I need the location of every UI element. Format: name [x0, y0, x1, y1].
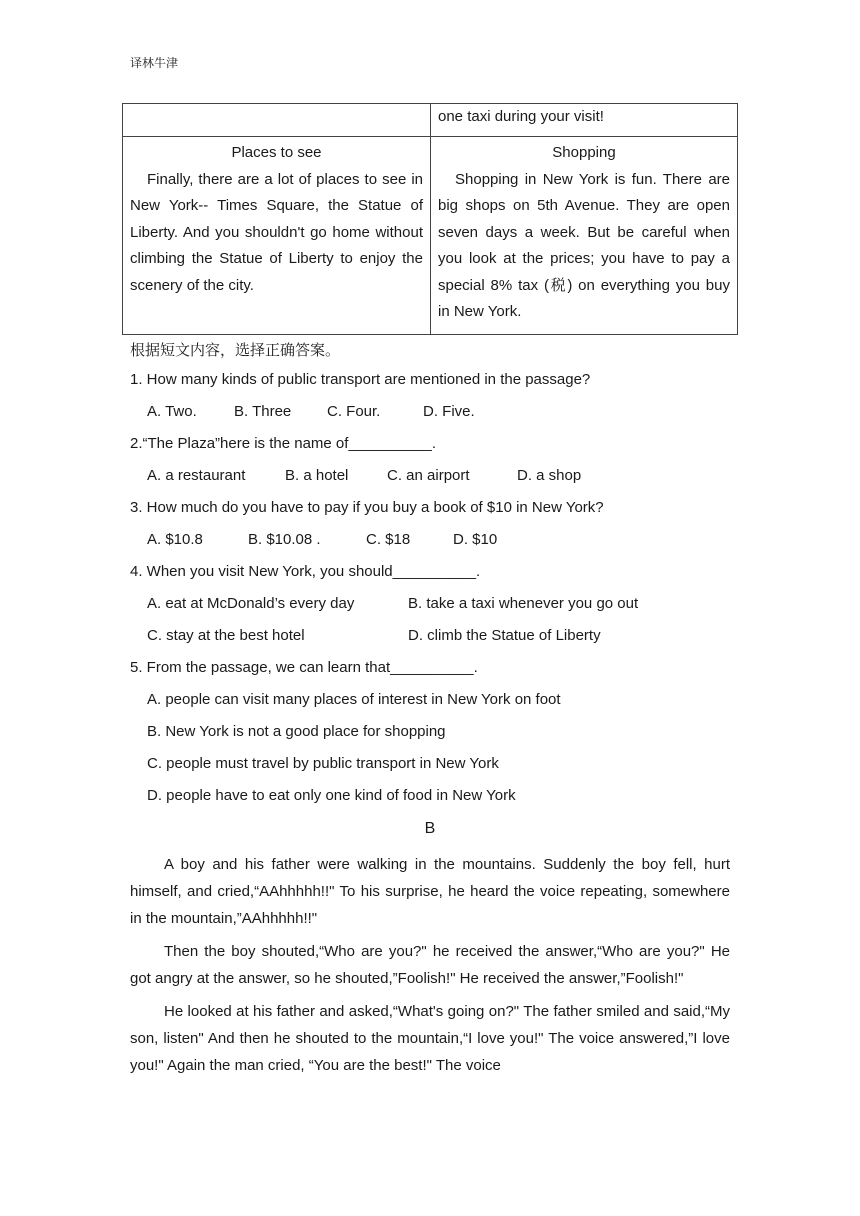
option: C. an airport: [387, 467, 470, 484]
story-text: [130, 851, 730, 1085]
option: D. Five.: [423, 403, 475, 420]
header-mark: 译林牛津: [130, 56, 179, 70]
info-table: [122, 103, 738, 335]
question-5: 5. From the passage, we can learn that__________.: [130, 659, 478, 676]
option: B. $10.08 .: [248, 531, 321, 548]
table-cell-shopping: [431, 137, 738, 335]
option: A. Two.: [147, 403, 197, 420]
option: D. people have to eat only one kind of food in New York: [147, 787, 516, 804]
story-paragraph: Then the boy shouted,“Who are you?" he received the answer,“Who are you?" He got angry at the answer, so he shouted,”Foolish!" He received the answer,”Foolish!": [130, 943, 730, 987]
question-list: [130, 364, 638, 812]
option: A. $10.8: [147, 531, 203, 548]
question-2: 2.“The Plaza”here is the name of__________.: [130, 435, 437, 452]
option: B. New York is not a good place for shopping: [147, 723, 446, 740]
table-cell-top-right: one taxi during your visit!: [431, 104, 738, 137]
question-5-option-a: [130, 684, 638, 716]
question-3: 3. How much do you have to pay if you buy a book of $10 in New York?: [130, 499, 604, 516]
question-4-options-row-2: [130, 620, 638, 652]
table-row: [123, 104, 738, 137]
places-body: Finally, there are a lot of places to see in New York-- Times Square, the Statue of Liberty. And you shouldn't go home without climbing the Statue of Liberty to enjoy the scenery of the city.: [130, 170, 423, 294]
question-5-option-b: [130, 716, 638, 748]
option: B. Three: [234, 403, 292, 420]
question-4-options-row-1: [130, 588, 638, 620]
shopping-title: Shopping: [552, 144, 616, 161]
option: C. $18: [366, 531, 411, 548]
option: A. eat at McDonald’s every day: [147, 595, 355, 612]
option: D. $10: [453, 531, 498, 548]
story-paragraph: He looked at his father and asked,“What's going on?" The father smiled and said,“My son, listen" And then he shouted to the mountain,“I love you!" The voice answered,”I love you!" Again the man cried, “You are the best!" The voice: [130, 1003, 730, 1074]
shopping-body: Shopping in New York is fun. There are big shops on 5th Avenue. They are open seven days a week. But be careful when you look at the prices; you have to pay a special 8% tax (税) on everything you buy in New York.: [438, 170, 730, 320]
story-paragraph: A boy and his father were walking in the mountains. Suddenly the boy fell, hurt himself, and cried,“AAhhhhh!!" To his surprise, he heard the voice repeating, somewhere in the mountain,”AAhhhhh!!": [130, 856, 730, 927]
question-3-options: [130, 524, 638, 556]
option: A. people can visit many places of interest in New York on foot: [147, 691, 561, 708]
question-1-options: [130, 396, 638, 428]
table-cell-empty: [123, 104, 431, 137]
option: B. take a taxi whenever you go out: [408, 595, 639, 612]
option: C. Four.: [327, 403, 381, 420]
question-4: 4. When you visit New York, you should__________.: [130, 563, 481, 580]
option: C. people must travel by public transport in New York: [147, 755, 499, 772]
question-2-options: [130, 460, 638, 492]
section-heading: B: [424, 820, 436, 837]
option: D. a shop: [517, 467, 582, 484]
instruction: 根据短文内容，选择正确答案。: [130, 341, 341, 359]
places-title: Places to see: [231, 144, 322, 161]
question-1: 1. How many kinds of public transport are mentioned in the passage?: [130, 371, 591, 388]
question-5-option-d: [130, 780, 638, 812]
table-cell-places: [123, 137, 431, 335]
option: B. a hotel: [285, 467, 349, 484]
option: A. a restaurant: [147, 467, 246, 484]
question-5-option-c: [130, 748, 638, 780]
table-row: [123, 137, 738, 335]
option: D. climb the Statue of Liberty: [408, 627, 601, 644]
option: C. stay at the best hotel: [147, 627, 305, 644]
